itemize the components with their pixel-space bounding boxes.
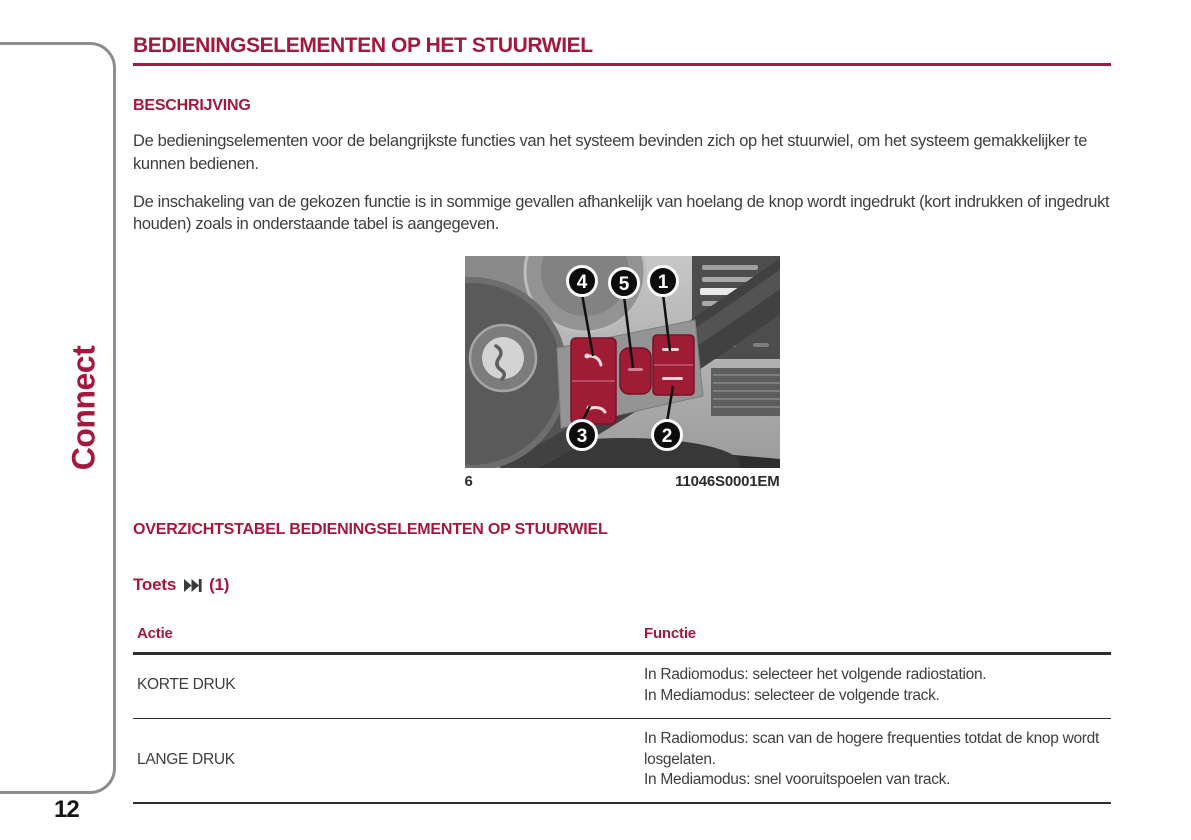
page-title: BEDIENINGSELEMENTEN OP HET STUURWIEL — [133, 34, 593, 57]
actie-cell: KORTE DRUK — [133, 654, 640, 719]
svg-text:4: 4 — [576, 272, 587, 294]
dashboard-vent — [711, 368, 780, 416]
svg-text:1: 1 — [657, 272, 668, 294]
column-header-functie: Functie — [640, 619, 1111, 654]
title-rule — [133, 63, 1111, 66]
functie-line: In Mediamodus: snel vooruitspoelen van track. — [644, 770, 951, 788]
toets-subheading — [133, 575, 1111, 595]
functie-cell — [640, 654, 1111, 719]
page-number: 12 — [54, 796, 79, 823]
functie-line: In Mediamodus: selecteer de volgende track. — [644, 686, 940, 704]
functie-line: In Radiomodus: selecteer het volgende radiostation. — [644, 666, 987, 684]
skip-next-icon — [183, 578, 202, 593]
toets-label: Toets — [133, 575, 177, 595]
paragraph: De bedieningselementen voor de belangrijkste functies van het systeem bevinden zich op het stuurwiel, om het systeem gemakkelijker te kunnen bedienen. — [133, 132, 1088, 173]
table-row — [133, 719, 1111, 804]
alfa-romeo-badge — [470, 325, 536, 391]
callout-3 — [567, 421, 596, 450]
controls-table — [133, 619, 1111, 804]
svg-text:2: 2 — [661, 426, 672, 448]
steering-wheel-figure — [465, 256, 780, 490]
section-heading-beschrijving: BESCHRIJVING — [133, 97, 251, 115]
functie-cell — [640, 719, 1111, 804]
callout-1 — [648, 267, 677, 296]
table-header-row — [133, 619, 1111, 654]
section-heading-overzicht: OVERZICHTSTABEL BEDIENINGSELEMENTEN OP STUURWIEL — [133, 521, 608, 539]
callout-5 — [609, 269, 638, 298]
column-header-actie: Actie — [133, 619, 640, 654]
functie-line: In Radiomodus: scan van de hogere frequenties totdat de knop wordt losgelaten. — [644, 730, 1099, 768]
figure-caption-code: 11046S0001EM — [675, 473, 780, 491]
voice-button — [620, 348, 651, 394]
figure-caption-number: 6 — [464, 473, 473, 491]
steering-wheel-illustration — [465, 256, 780, 468]
callout-2 — [652, 421, 681, 450]
seek-buttons-cluster — [653, 335, 694, 395]
callout-4 — [567, 267, 596, 296]
svg-text:3: 3 — [576, 426, 587, 448]
actie-cell: LANGE DRUK — [133, 719, 640, 804]
phone-buttons-cluster — [571, 338, 616, 424]
chapter-tab-label: Connect — [65, 345, 102, 471]
paragraph: De inschakeling van de gekozen functie is in sommige gevallen afhankelijk van hoelang de knop wordt ingedrukt (kort indrukken of ingedrukt houden) zoals in onderstaande tabel is aangegeven. — [133, 192, 1110, 234]
svg-text:5: 5 — [618, 274, 629, 296]
page-content — [133, 34, 1111, 804]
table-row — [133, 654, 1111, 719]
toets-number: (1) — [209, 575, 230, 595]
figure-caption — [465, 473, 780, 490]
